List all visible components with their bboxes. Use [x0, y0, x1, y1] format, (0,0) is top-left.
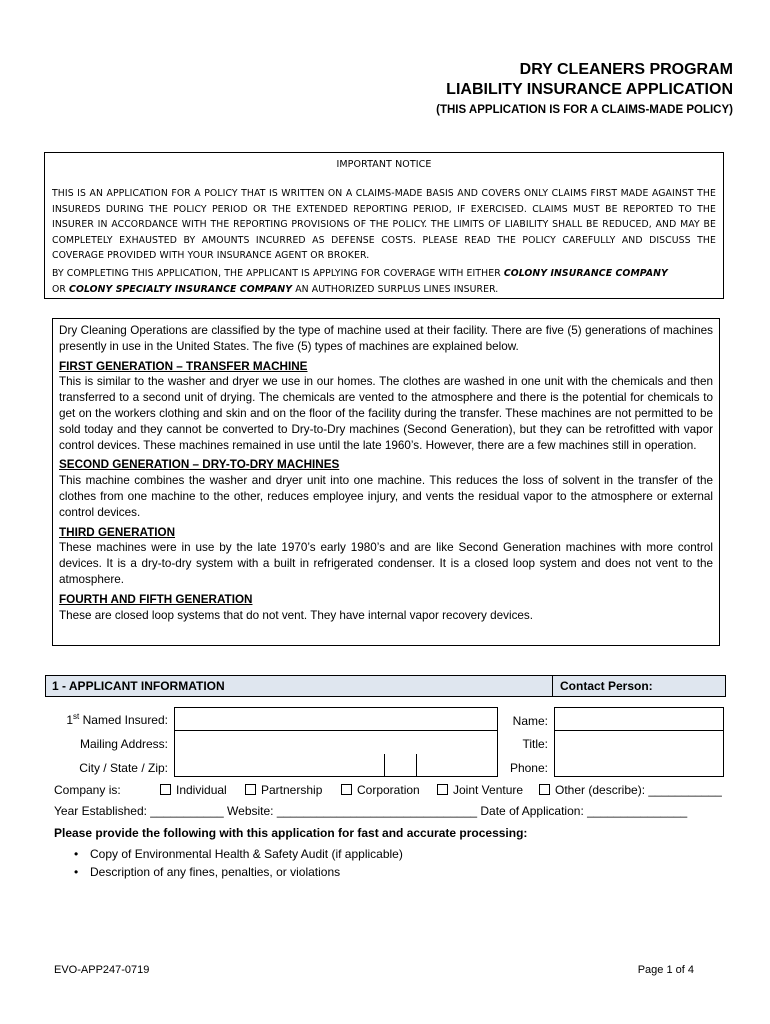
applicant-section-header: [45, 675, 726, 697]
notice-paragraph2-end: AN AUTHORIZED SURPLUS LINES INSURER.: [292, 283, 499, 295]
applicant-section-title: 1 - APPLICANT INFORMATION: [52, 679, 225, 693]
notice-paragraph2-start: BY COMPLETING THIS APPLICATION, THE APPLICANT IS APPLYING FOR COVERAGE WITH EITHER: [52, 267, 504, 279]
list-item: • Copy of Environmental Health & Safety Audit (if applicable): [74, 845, 403, 863]
corporation-checkbox[interactable]: [341, 784, 352, 795]
third-generation-text: These machines were in use by the late 1970’s early 1980’s and are like Second Generation machines with more control devices. It is a dry-to-dry system with a built in refrigerated condenser. It is a closed loop system and does not vent to the atmosphere.: [59, 541, 713, 586]
important-notice-box: [44, 152, 724, 299]
mailing-address-label: Mailing Address:: [79, 737, 168, 751]
contact-name-label: Name:: [512, 714, 548, 728]
insurer-name-2: COLONY SPECIALTY INSURANCE COMPANY: [69, 283, 293, 295]
insurer-name-1: COLONY INSURANCE COMPANY: [503, 267, 668, 279]
section-divider: [552, 676, 553, 696]
second-generation-text: This machine combines the washer and dryer unit into one machine. This reduces the loss of solvent in the transfer of the clothes from one machine to the other, reduces employee injury, and vents the residual vapor to the atmosphere or external control devices.: [59, 474, 713, 519]
generations-intro: Dry Cleaning Operations are classified by the type of machine used at their facility. There are five (5) generations of machines presently in use in the United States. The five (5) types of machines are explained below.: [59, 324, 713, 353]
notice-or: OR: [52, 283, 70, 295]
option-partnership[interactable]: Partnership: [245, 783, 322, 797]
notice-heading: IMPORTANT NOTICE: [336, 159, 432, 170]
individual-checkbox[interactable]: [160, 784, 171, 795]
third-generation-heading: THIRD GENERATION: [59, 525, 176, 539]
option-joint-venture[interactable]: Joint Venture: [437, 783, 523, 797]
program-title: DRY CLEANERS PROGRAM: [519, 61, 733, 78]
fourth-fifth-generation-heading: FOURTH AND FIFTH GENERATION: [59, 592, 253, 606]
year-website-date-line[interactable]: Year Established: ___________ Website: ______________________________ Date of Application: _______________: [54, 804, 688, 818]
city-state-zip-field[interactable]: [174, 754, 498, 777]
zip-divider: [416, 754, 417, 777]
option-other[interactable]: Other (describe): ___________: [539, 783, 722, 797]
page-number: Page 1 of 4: [637, 964, 694, 976]
other-checkbox[interactable]: [539, 784, 550, 795]
option-corporation[interactable]: Corporation: [341, 783, 420, 797]
contact-title-field[interactable]: [554, 731, 724, 755]
first-generation-text: This is similar to the washer and dryer we use in our homes. The clothes are washed in one unit with the chemicals and then transferred to a second unit of drying. The chemicals are vented to the atmosphere and there is the potential for chemicals to get on the workers clothing and skin and on the floor of the facility during the transfer. These machines are not permitted to be sold today and they cannot be converted to Dry-to-Dry machines (Second Generation), but they can be retrofitted with vapor control devices. These machines remained in use until the late 1960’s. However, there are a few machines still in operation.: [59, 375, 713, 452]
list-item: • Description of any fines, penalties, or violations: [74, 863, 403, 881]
mailing-address-field[interactable]: [174, 731, 498, 755]
state-divider: [384, 754, 385, 777]
contact-person-title: Contact Person:: [560, 679, 653, 693]
named-insured-label: 1st Named Insured:: [66, 712, 168, 727]
named-insured-field[interactable]: [174, 707, 498, 731]
contact-title-label: Title:: [522, 737, 548, 751]
contact-phone-field[interactable]: [554, 754, 724, 777]
contact-name-field[interactable]: [554, 707, 724, 731]
provide-heading: Please provide the following with this application for fast and accurate processing:: [54, 826, 528, 840]
first-generation-heading: FIRST GENERATION – TRANSFER MACHINE: [59, 359, 308, 373]
notice-insurer-paragraph: [52, 266, 716, 297]
fourth-fifth-generation-text: These are closed loop systems that do not vent. They have internal vapor recovery devices.: [59, 608, 534, 622]
provide-list: [74, 845, 403, 881]
title-block: [436, 60, 733, 118]
option-individual[interactable]: Individual: [160, 783, 227, 797]
company-is-label: Company is:: [54, 783, 121, 797]
partnership-checkbox[interactable]: [245, 784, 256, 795]
joint-venture-checkbox[interactable]: [437, 784, 448, 795]
contact-phone-label: Phone:: [509, 761, 548, 775]
application-subtitle: (THIS APPLICATION IS FOR A CLAIMS-MADE POLICY): [436, 104, 733, 116]
second-generation-heading: SECOND GENERATION – DRY-TO-DRY MACHINES: [59, 458, 340, 472]
city-state-zip-label: City / State / Zip:: [79, 761, 168, 775]
company-type-row: [54, 783, 726, 799]
machine-generations-box: [52, 318, 720, 646]
notice-paragraph: THIS IS AN APPLICATION FOR A POLICY THAT IS WRITTEN ON A CLAIMS-MADE BASIS AND COVERS ONLY CLAIMS FIRST MADE AGAINST THE INSUREDS DURING THE POLICY PERIOD OR THE EXTENDED REPORTING PERIOD, IF EXERCISED. CLAIMS MUST BE REPORTED TO THE INSURER IN ACCORDANCE WITH THE REPORTING PROVISIONS OF THE POLICY. THE LIMITS OF LIABILITY SHALL BE REDUCED, AND MAY BE COMPLETELY EXHAUSTED BY AMOUNTS INCURRED AS DEFENSE COSTS. PLEASE READ THE POLICY CAREFULLY AND DISCUSS THE COVERAGE PROVIDED WITH YOUR INSURANCE AGENT OR BROKER.: [52, 188, 716, 262]
form-number: EVO-APP247-0719: [54, 964, 150, 976]
application-title: LIABILITY INSURANCE APPLICATION: [446, 81, 733, 98]
